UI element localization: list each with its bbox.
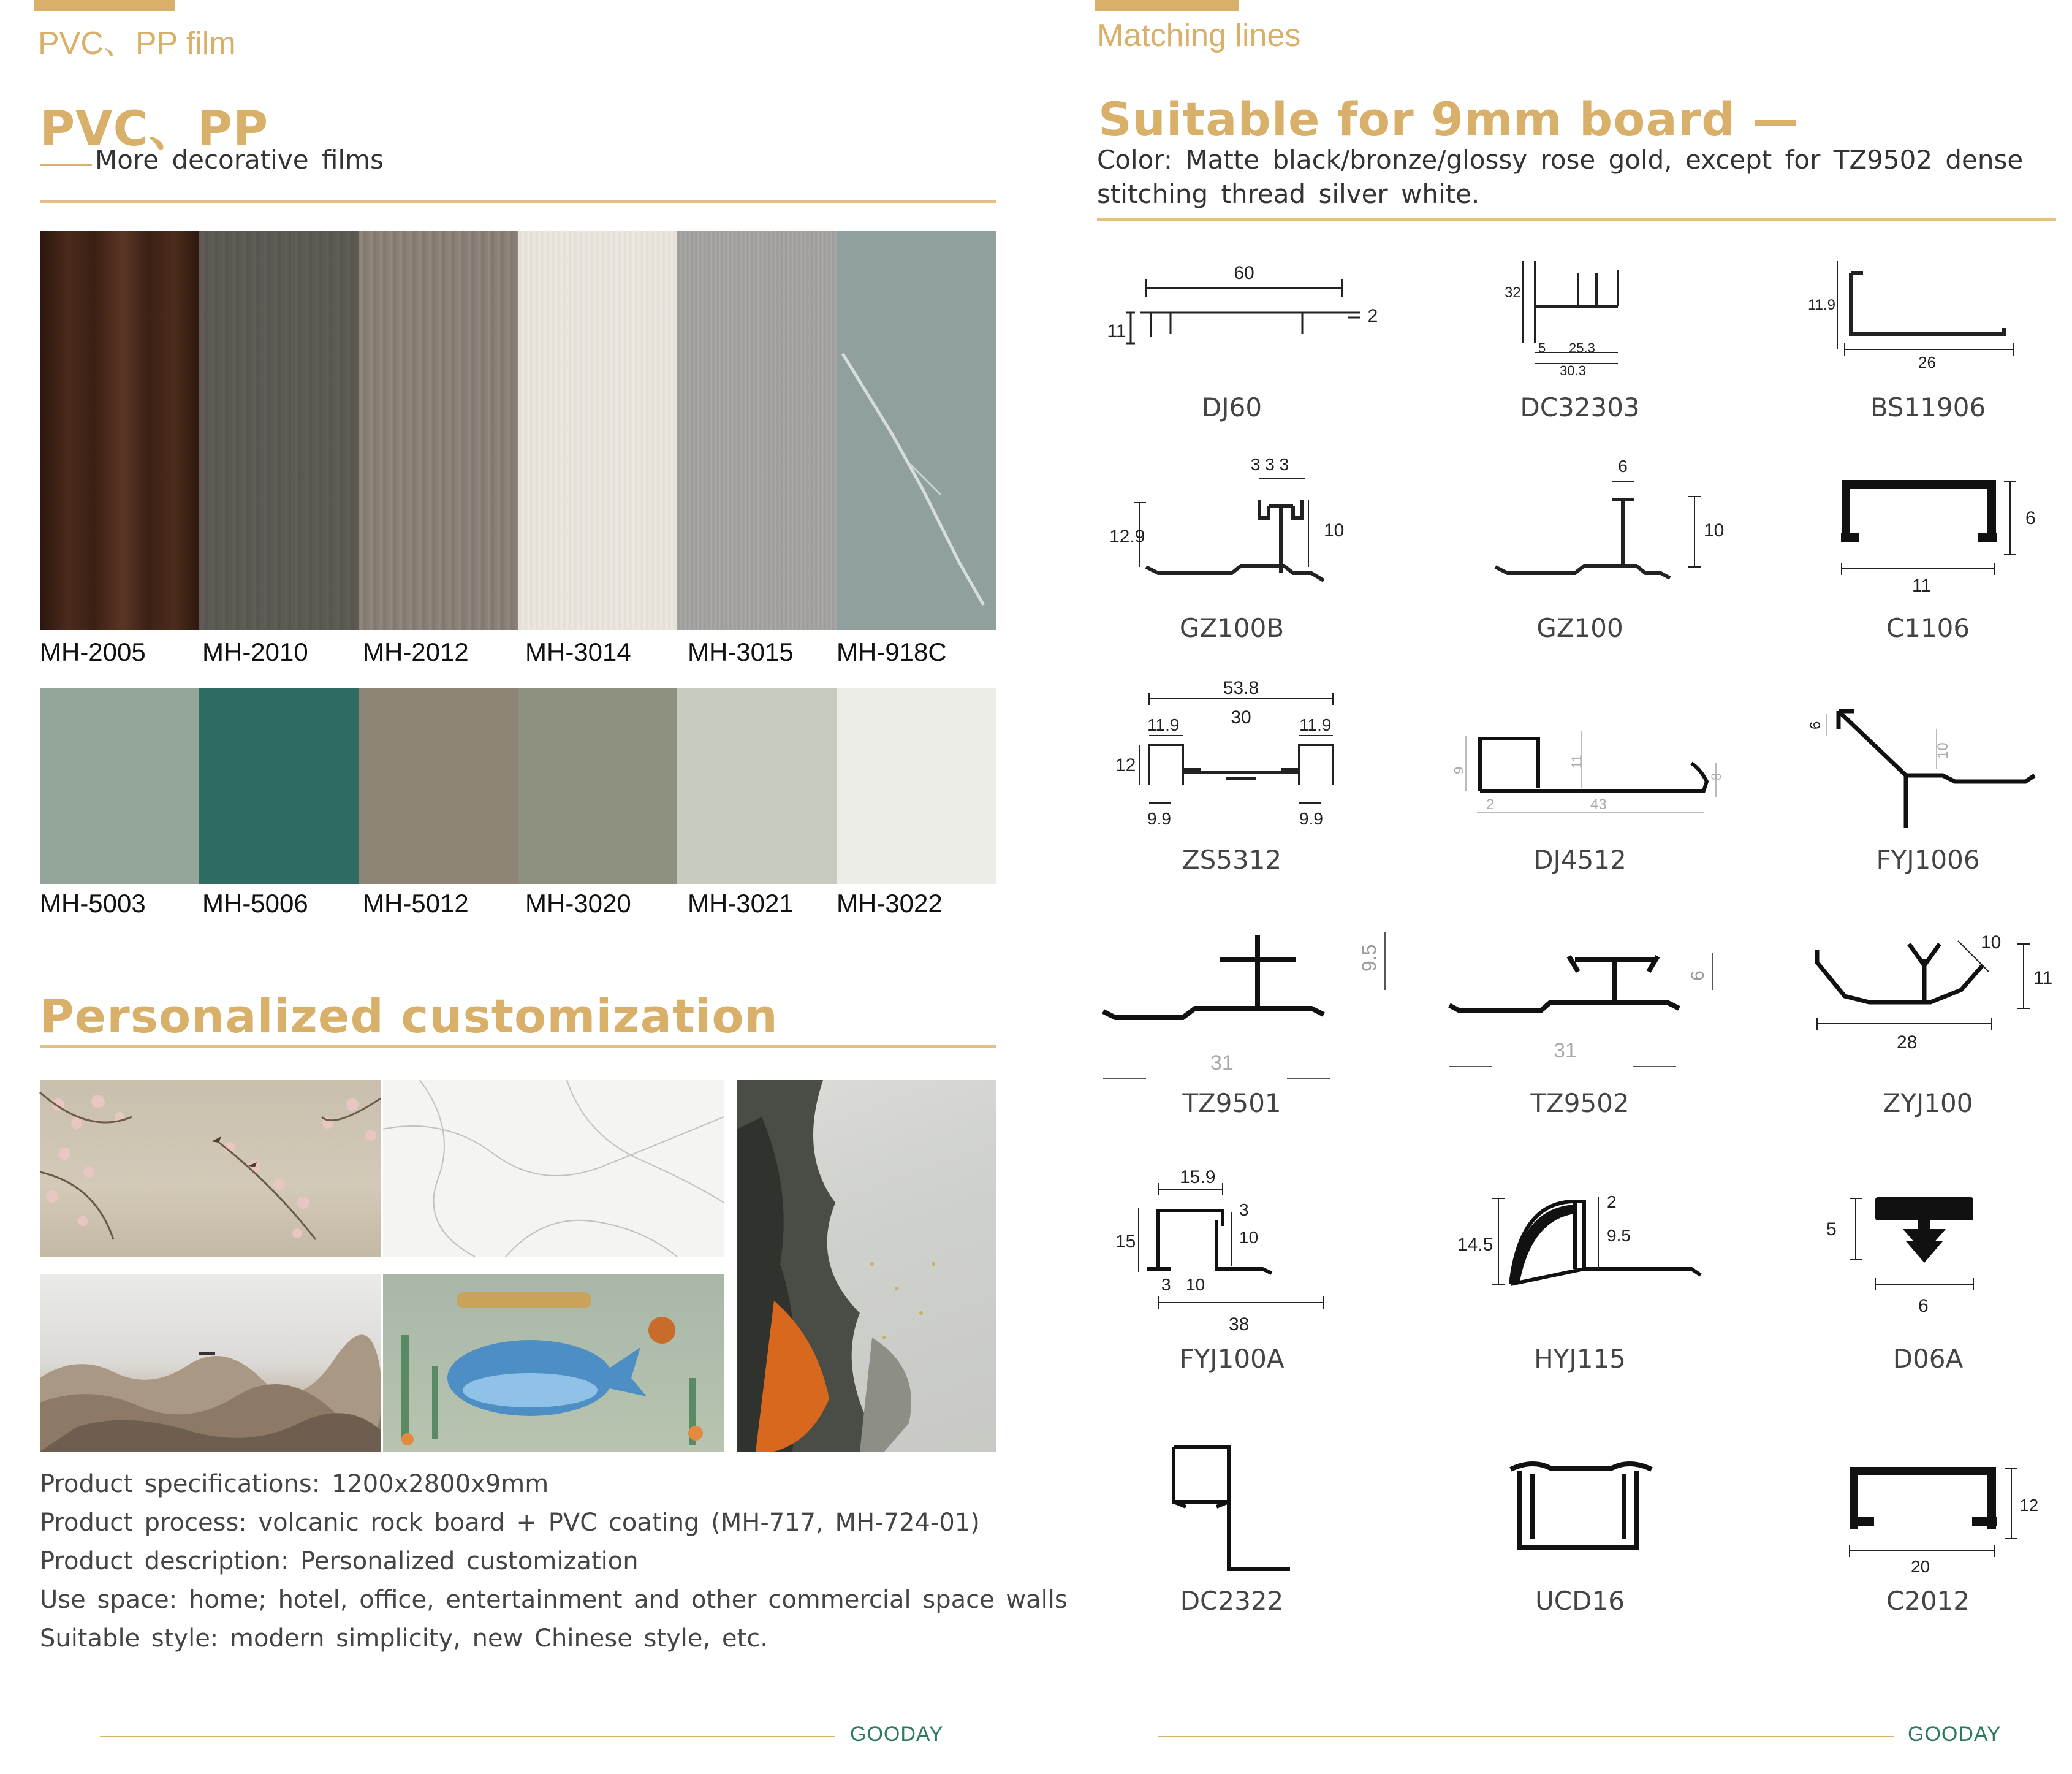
dim-dj4512-9: 9	[1451, 766, 1467, 774]
swatch-label-mh-918c: MH-918C	[837, 638, 947, 666]
right-footer-brand: GOODAY	[1908, 1723, 2002, 1746]
left-title: PVC、PP	[40, 102, 269, 157]
dim-c1106-11: 11	[1912, 576, 1932, 596]
swatch-label-mh-3020: MH-3020	[525, 889, 631, 918]
dim-fyj1006-10: 10	[1935, 742, 1951, 759]
profile-name-zyj100: ZYJ100	[1883, 1088, 1973, 1118]
dim-gz100-6: 6	[1618, 457, 1628, 476]
dim-dj4512-8: 8	[1709, 772, 1724, 780]
swatch-mh-3022	[837, 688, 996, 884]
profile-dc32303-drawing	[1477, 245, 1685, 380]
dim-zs5312-12: 12	[1115, 755, 1136, 775]
left-footer-brand: GOODAY	[850, 1723, 944, 1746]
profile-c1106-drawing	[1814, 466, 2047, 595]
mural-ink-landscape	[40, 1274, 381, 1452]
dim-c1106-6: 6	[2025, 508, 2036, 528]
dim-gz100b-10: 10	[1324, 520, 1345, 541]
swatch-label-mh-3021: MH-3021	[688, 889, 794, 918]
spec-use-space: Use space: home; hotel, office, entertainment and other commercial space walls	[40, 1586, 1068, 1614]
swatch-mh-2010	[199, 231, 359, 630]
dim-zyj100-11: 11	[2033, 968, 2053, 988]
right-eyebrow: Matching lines	[1097, 18, 1301, 53]
swatch-mh-2012	[359, 231, 518, 630]
custom-title-rule	[40, 1045, 996, 1048]
swatch-mh-5003	[40, 688, 199, 884]
mural-floral	[40, 1080, 381, 1257]
dim-fyj100a-3b: 3	[1161, 1275, 1171, 1294]
profile-name-hyj115: HYJ115	[1534, 1344, 1626, 1374]
dim-zyj100-28: 28	[1897, 1032, 1918, 1053]
right-title: Suitable for 9mm board —	[1098, 92, 1800, 147]
left-subtitle: More decorative films	[95, 145, 384, 175]
dim-dj60-60: 60	[1234, 263, 1254, 283]
dim-fyj100a-15: 15	[1115, 1232, 1136, 1252]
dim-gz100-10: 10	[1704, 520, 1725, 541]
dim-dj60-11: 11	[1107, 321, 1126, 341]
profile-name-tz9501: TZ9501	[1182, 1088, 1281, 1118]
right-tab-bar	[1095, 0, 1239, 11]
spec-description: Product description: Personalized customization	[40, 1547, 639, 1575]
swatch-label-mh-2010: MH-2010	[202, 638, 308, 666]
dim-hyj115-9-5: 9.5	[1607, 1226, 1631, 1245]
left-eyebrow: PVC、PP film	[38, 26, 236, 61]
profile-c2012-drawing	[1832, 1453, 2041, 1575]
dim-dc32303-25-3: 25.3	[1569, 340, 1595, 356]
mural-whale-fantasy	[383, 1274, 724, 1452]
dim-zs5312-11-9-left: 11.9	[1147, 715, 1180, 734]
dim-dj4512-43: 43	[1590, 796, 1607, 813]
swatch-label-mh-2012: MH-2012	[363, 638, 469, 666]
dim-bs11906-11-9: 11.9	[1808, 297, 1835, 313]
profile-fyj1006-drawing	[1783, 699, 2041, 834]
dim-c2012-12: 12	[2019, 1496, 2039, 1515]
profile-name-ucd16: UCD16	[1535, 1586, 1625, 1616]
profile-name-dc32303: DC32303	[1520, 392, 1640, 422]
right-title-rule	[1097, 218, 2056, 221]
dim-hyj115-2: 2	[1607, 1192, 1617, 1211]
swatch-label-mh-2005: MH-2005	[40, 638, 146, 666]
dim-fyj1006-6: 6	[1807, 721, 1824, 729]
profile-name-c1106: C1106	[1886, 613, 1970, 643]
profile-name-bs11906: BS11906	[1870, 392, 1986, 422]
dim-zs5312-9-9-left: 9.9	[1147, 809, 1171, 828]
dim-fyj100a-10b: 10	[1186, 1275, 1205, 1294]
profile-name-gz100: GZ100	[1536, 613, 1623, 643]
swatch-mh-2005	[40, 231, 199, 630]
profile-gz100-drawing	[1483, 444, 1728, 585]
dim-fyj100a-10: 10	[1239, 1228, 1259, 1247]
profile-d06a-drawing	[1814, 1192, 2035, 1315]
profile-name-dj60: DJ60	[1201, 392, 1262, 422]
swatch-label-mh-5012: MH-5012	[363, 889, 469, 918]
profile-dj4512-drawing	[1451, 720, 1740, 831]
mural-white-marble	[383, 1080, 724, 1257]
swatch-mh-3014	[518, 231, 677, 630]
profile-bs11906-drawing	[1796, 242, 2041, 377]
profile-name-gz100b: GZ100B	[1179, 613, 1285, 643]
right-color-note-1: Color: Matte black/bronze/glossy rose gold, except for TZ9502 dense	[1097, 145, 2024, 175]
dim-dc32303-5: 5	[1538, 340, 1546, 356]
dim-zs5312-30: 30	[1231, 707, 1251, 728]
dim-tz9502-6: 6	[1688, 970, 1708, 981]
right-footer-line	[1158, 1736, 1894, 1737]
dim-fyj100a-38: 38	[1229, 1314, 1250, 1334]
left-footer-line	[100, 1736, 835, 1737]
dim-zs5312-9-9-right: 9.9	[1299, 809, 1323, 828]
profile-dj60-drawing	[1103, 251, 1397, 362]
dim-bs11906-26: 26	[1918, 353, 1936, 371]
dim-tz9502-31: 31	[1554, 1039, 1577, 1062]
dim-hyj115-14-5: 14.5	[1457, 1235, 1493, 1255]
swatch-label-mh-5003: MH-5003	[40, 889, 146, 918]
profile-name-d06a: D06A	[1892, 1344, 1964, 1374]
swatch-mh-3021	[677, 688, 837, 884]
profile-name-c2012: C2012	[1886, 1586, 1970, 1616]
spec-specifications: Product specifications: 1200x2800x9mm	[40, 1470, 549, 1498]
dim-d06a-6: 6	[1918, 1296, 1929, 1316]
profile-name-tz9502: TZ9502	[1530, 1088, 1630, 1118]
dim-dc32303-30-3: 30.3	[1560, 363, 1586, 378]
swatch-label-mh-3022: MH-3022	[837, 889, 943, 918]
dim-zyj100-10: 10	[1981, 932, 2002, 953]
spec-style: Suitable style: modern simplicity, new Chinese style, etc.	[40, 1624, 768, 1653]
profile-tz9502-drawing	[1440, 935, 1722, 1088]
swatch-mh-3015	[677, 231, 837, 630]
dim-gz100b-333: 3 3 3	[1250, 455, 1289, 474]
profile-name-dc2322: DC2322	[1180, 1586, 1284, 1616]
swatch-mh-5006	[199, 688, 359, 884]
swatch-label-mh-5006: MH-5006	[202, 889, 308, 918]
dim-d06a-5: 5	[1826, 1219, 1837, 1239]
left-subtitle-dash	[40, 164, 92, 166]
profile-zs5312-drawing	[1103, 680, 1360, 834]
profile-name-fyj1006: FYJ1006	[1876, 845, 1980, 875]
spec-process: Product process: volcanic rock board + PVC coating (MH-717, MH-724-01)	[40, 1509, 980, 1537]
left-title-rule	[40, 200, 996, 203]
dim-gz100b-12-9: 12.9	[1109, 527, 1145, 547]
profile-hyj115-drawing	[1452, 1183, 1710, 1318]
profile-name-dj4512: DJ4512	[1533, 845, 1626, 875]
dim-dc32303-32: 32	[1505, 284, 1521, 301]
mural-abstract-art	[737, 1080, 996, 1452]
dim-dj60-2: 2	[1367, 306, 1378, 326]
swatch-mh-5012	[359, 688, 518, 884]
profile-ucd16-drawing	[1501, 1456, 1661, 1566]
profile-name-zs5312: ZS5312	[1182, 845, 1282, 875]
dim-tz9501-9-5: 9.5	[1358, 944, 1380, 972]
dim-zs5312-11-9-right: 11.9	[1299, 715, 1332, 734]
swatch-label-mh-3015: MH-3015	[688, 638, 794, 666]
profile-dc2322-drawing	[1152, 1434, 1324, 1582]
profile-fyj100a-drawing	[1103, 1162, 1348, 1346]
dim-c2012-20: 20	[1911, 1557, 1930, 1576]
profile-gz100b-drawing	[1109, 444, 1354, 585]
profile-name-fyj100a: FYJ100A	[1179, 1344, 1285, 1374]
swatch-mh-918c	[837, 231, 996, 630]
custom-title: Personalized customization	[40, 989, 778, 1043]
dim-fyj100a-15-9: 15.9	[1180, 1167, 1216, 1187]
dim-tz9501-31: 31	[1210, 1051, 1234, 1075]
dim-dj4512-11: 11	[1569, 755, 1584, 769]
dim-zs5312-53-8: 53.8	[1223, 678, 1259, 698]
dim-fyj100a-3: 3	[1239, 1200, 1249, 1219]
dim-dj4512-2: 2	[1486, 796, 1495, 813]
profile-tz9501-drawing	[1097, 916, 1391, 1088]
right-color-note-2: stitching thread silver white.	[1097, 179, 1480, 209]
left-tab-bar	[34, 0, 175, 11]
marble-vein-graphic	[837, 231, 996, 630]
profile-zyj100-drawing	[1808, 923, 2053, 1064]
swatch-mh-3020	[518, 688, 677, 884]
swatch-label-mh-3014: MH-3014	[525, 638, 631, 666]
